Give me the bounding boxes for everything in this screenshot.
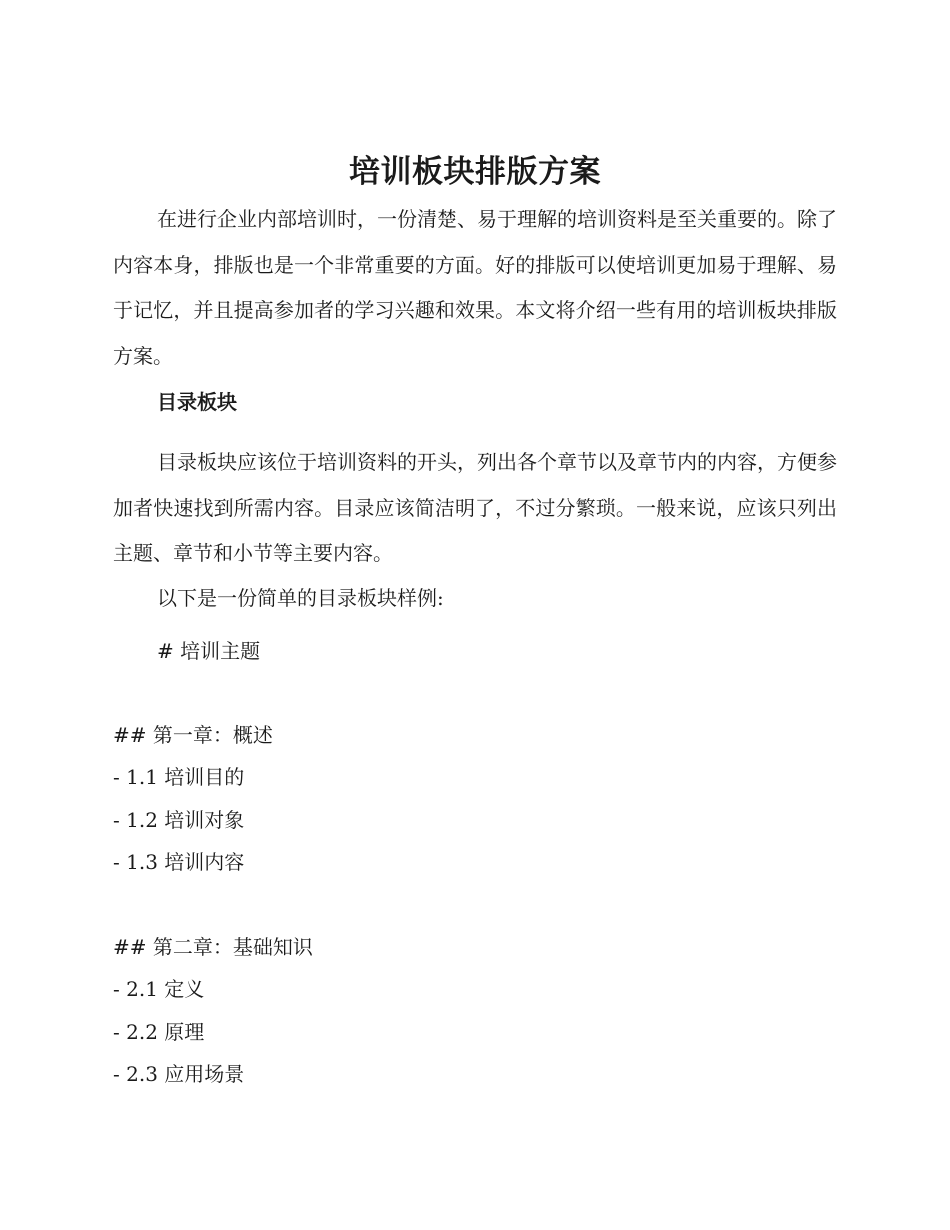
example-intro: 以下是一份简单的目录板块样例: (157, 586, 444, 610)
chapter2-item: - 2.2 原理 (113, 1020, 205, 1044)
chapter1-heading: ## 第一章：概述 (113, 723, 273, 747)
chapter2-heading: ## 第二章：基础知识 (113, 935, 313, 959)
document-title: 培训板块排版方案 (349, 154, 601, 190)
chapter2-item: - 2.1 定义 (113, 977, 205, 1001)
chapter1-item: - 1.2 培训对象 (113, 808, 245, 832)
section-paragraph: 目录板块应该位于培训资料的开头，列出各个章节以及章节内的内容，方便参加者快速找到所需内容。目录应该简洁明了，不过分繁琐。一般来说，应该只列出主题、章节和小节等主要内容。 (113, 450, 837, 565)
intro-paragraph: 在进行企业内部培训时，一份清楚、易于理解的培训资料是至关重要的。除了内容本身，排版也是一个非常重要的方面。好的排版可以使培训更加易于理解、易于记忆，并且提高参加者的学习兴趣和效果。本文将介绍一些有用的培训板块排版方案。 (113, 207, 837, 368)
chapter2-item: - 2.3 应用场景 (113, 1062, 245, 1086)
section-heading: 目录板块 (157, 390, 237, 414)
chapter1-item: - 1.3 培训内容 (113, 850, 245, 874)
sample-topic: # 培训主题 (157, 639, 261, 663)
chapter1-item: - 1.1 培训目的 (113, 765, 245, 789)
